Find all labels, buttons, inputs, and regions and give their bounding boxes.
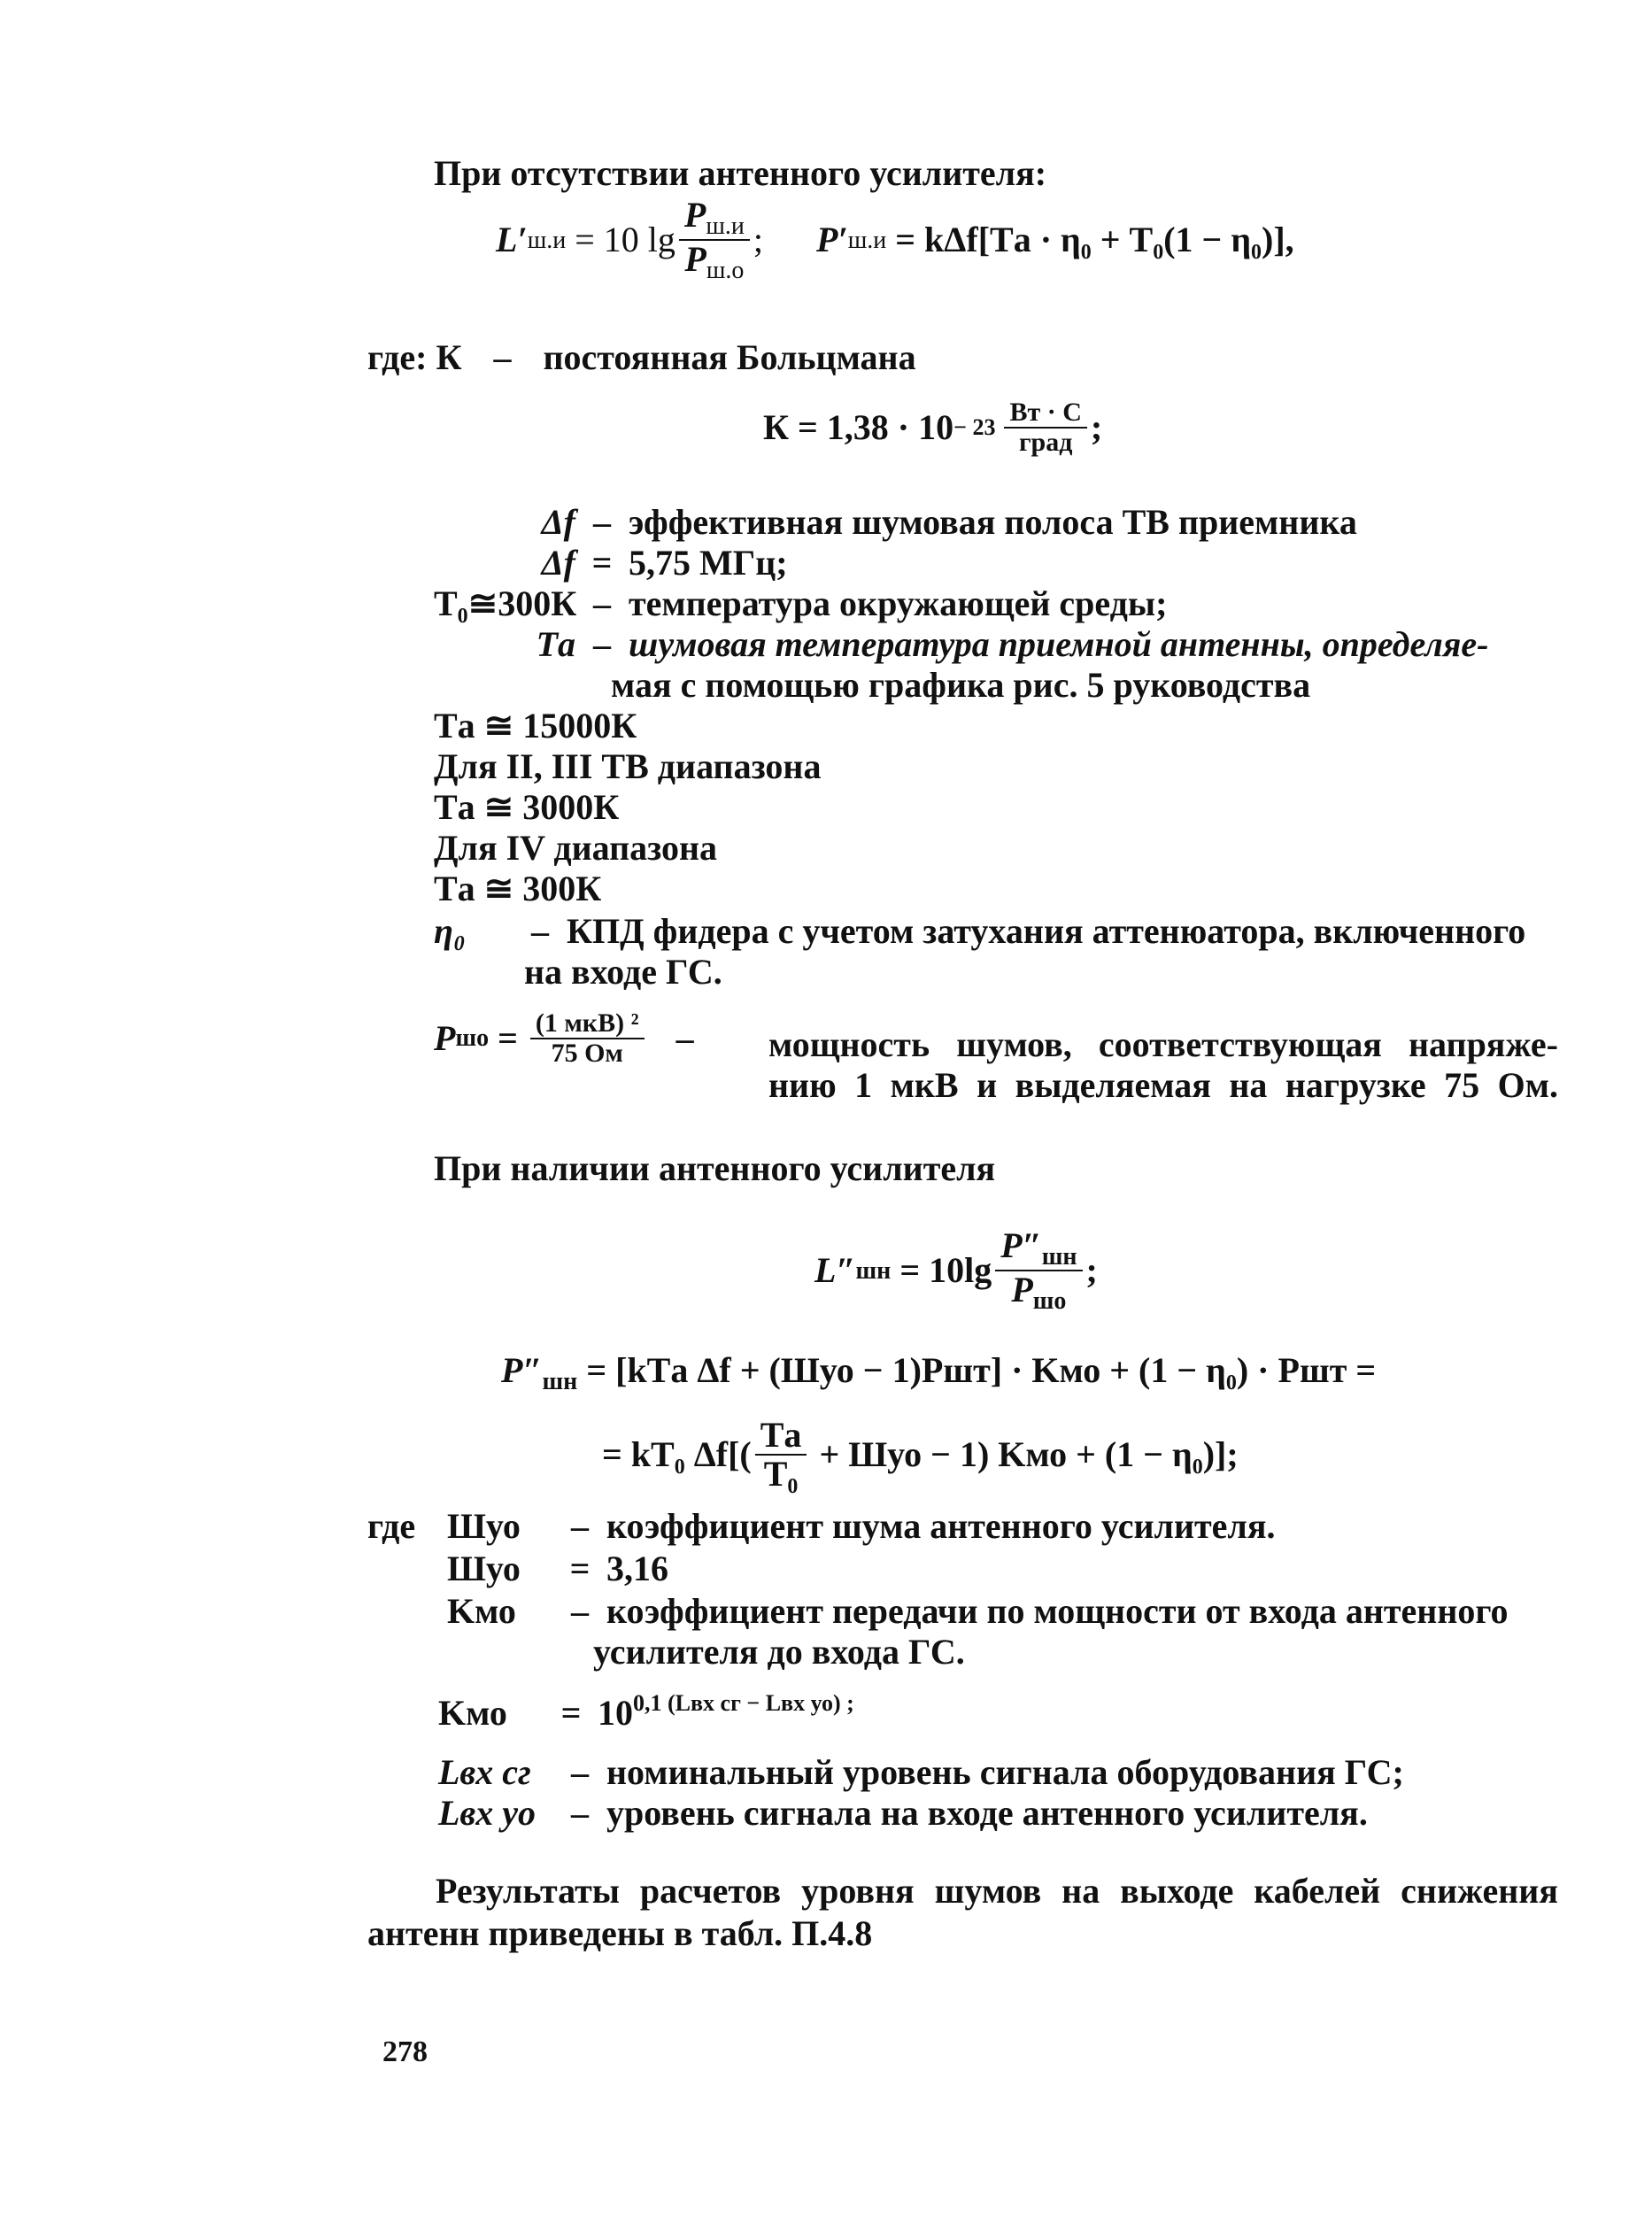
definition-text: шумовая температура приемной антенны, определяе- — [629, 624, 1489, 664]
definition-symbol: Kмо — [447, 1591, 516, 1631]
definition-symbol: Δf — [541, 502, 575, 542]
k-value-semicolon: ; — [1090, 406, 1103, 447]
definition-text: уровень сигнала на входе антенного усилителя. — [606, 1793, 1368, 1833]
fraction-numerator: P — [683, 195, 706, 235]
definition-text: эффективная шумовая полоса ТВ приемника — [629, 502, 1357, 542]
definition-row — [438, 1751, 1404, 1794]
kmo-exponent: 0,1 (Lвх сг − Lвх уо) ; — [633, 1690, 854, 1716]
definition-symbol: Tа — [536, 624, 575, 664]
psho-den: 75 Ом — [551, 1038, 623, 1068]
range-heading: Для IV диапазона — [434, 828, 718, 868]
formula-noise-power-with-amplifier — [501, 1349, 1376, 1397]
f2-num: P″ — [1000, 1225, 1042, 1265]
definition-sep: – — [571, 1793, 589, 1833]
f2-fraction — [995, 1227, 1082, 1315]
definition-symbol: η₀ — [434, 911, 466, 951]
definition-symbol: Δf — [541, 543, 575, 583]
formula-noise-power-ref — [434, 1009, 703, 1067]
k-value-exponent: − 23 — [953, 413, 996, 440]
f2-lhs: L″ — [814, 1250, 856, 1291]
f4-den: T₀ — [763, 1454, 799, 1494]
definition-text: номинальный уровень сигнала оборудования ГС; — [606, 1752, 1404, 1792]
definition-row — [434, 501, 1558, 544]
psho-dash: – — [675, 1017, 694, 1058]
f2-den: P — [1011, 1270, 1033, 1310]
f4-post: + Шуо − 1) Kмо + (1 − η₀)]; — [810, 1434, 1239, 1474]
section-heading-with-amplifier: При наличии антенного усилителя — [434, 1148, 996, 1188]
psho-lhs-sub: шо — [455, 1024, 490, 1052]
formula-lhs: L′ — [496, 220, 528, 260]
f3-lhs-sub: шн — [542, 1368, 578, 1395]
fraction-denominator-sub: ш.о — [706, 257, 745, 285]
definition-symbol: Lвх сг — [438, 1752, 531, 1792]
definition-text: коэффициент шума антенного усилителя. — [606, 1506, 1276, 1546]
formula-kmo — [438, 1689, 854, 1734]
definition-row — [438, 1792, 1368, 1835]
definition-label: где: К — [367, 337, 462, 377]
psho-num: (1 мкВ) ² — [530, 1009, 645, 1039]
definition-sep: – — [571, 1506, 589, 1546]
definition-sep: – — [593, 583, 611, 623]
psho-eq: = — [489, 1017, 527, 1058]
definition-sep: – — [571, 1752, 589, 1792]
definition-dash: – — [493, 337, 512, 377]
fraction-denominator: P — [684, 239, 706, 280]
definition-row — [434, 583, 1558, 625]
definition-symbol: Шуо — [447, 1506, 521, 1546]
results-paragraph-line2: антенн приведены в табл. П.4.8 — [367, 1913, 873, 1953]
section-heading-no-amplifier: При отсутствии антенного усилителя: — [434, 153, 1047, 193]
psho-fraction — [530, 1009, 645, 1067]
k-value-lhs: К = 1,38 · 10 — [763, 406, 954, 447]
range-value: Tа ≅ 15000К — [434, 706, 637, 745]
formula-power-expr: = kΔf[Tа · η₀ + T₀(1 − η₀)], — [886, 220, 1294, 260]
formula-noise-level-no-amplifier — [496, 197, 1294, 284]
definition-text: постоянная Больцмана — [543, 337, 916, 377]
f2-eq: = 10lg — [891, 1250, 992, 1291]
definition-text-emphasis: затухания аттенюатора, включенного — [922, 911, 1526, 951]
definition-text: 3,16 — [606, 1549, 668, 1588]
definition-continuation: усилителя до входа ГС. — [593, 1632, 965, 1672]
f4-pre: = kT₀ Δf[( — [602, 1434, 752, 1474]
kmo-symbol: Kмо — [438, 1693, 507, 1733]
formula-lhs-sub: ш.и — [527, 226, 567, 254]
definition-symbol: Lвх уо — [438, 1793, 537, 1833]
range-heading: Для II, III ТВ диапазона — [434, 746, 822, 786]
f4-fraction — [755, 1417, 807, 1493]
formula-separator: ; — [753, 220, 764, 260]
range-value: Tа ≅ 3000К — [434, 787, 620, 827]
definition-feeder-efficiency — [434, 910, 1558, 953]
f3-expr: = [kTа Δf + (Шуо − 1)Pшт] · Kмо + (1 − η₀) · Pшт = — [577, 1350, 1377, 1390]
definition-text: 5,75 МГц; — [629, 543, 788, 583]
formula-power-lhs-sub: ш.и — [847, 226, 887, 254]
formula-eq: = 10 lg — [566, 220, 675, 260]
formula-noise-power-expanded — [602, 1417, 1239, 1493]
page-number: 278 — [382, 2035, 428, 2068]
definition-symbol: T₀≅300К — [434, 583, 577, 623]
definition-text: температура окружающей среды; — [629, 583, 1168, 623]
f2-den-sub: шо — [1032, 1287, 1067, 1316]
k-value-unit-num: Вт · С — [1004, 398, 1086, 429]
definition-sep: = — [591, 543, 613, 583]
formula-power-lhs: P′ — [816, 220, 848, 260]
definition-sep: – — [593, 624, 611, 664]
definition-sep: – — [593, 502, 611, 542]
range-value: Tа ≅ 300К — [434, 869, 602, 908]
definition-row — [367, 1505, 1275, 1548]
definition-symbol: Шуо — [447, 1549, 521, 1588]
definition-row — [434, 623, 1558, 666]
psho-lhs: P — [434, 1017, 456, 1058]
formula-boltzmann-value — [763, 398, 1102, 456]
f3-lhs: P″ — [501, 1350, 543, 1390]
definition-sep: – — [571, 1591, 589, 1631]
formula-fraction — [679, 197, 750, 284]
definition-row — [367, 1548, 668, 1590]
kmo-sep: = — [560, 1693, 582, 1733]
results-paragraph-line1: Результаты расчетов уровня шумов на выходе кабелей снижения — [436, 1871, 1558, 1911]
definition-boltzmann — [367, 336, 916, 379]
psho-description-line1: мощность шумов, соответствующая напряже- — [768, 1024, 1558, 1064]
k-value-unit-den: град — [1018, 427, 1073, 457]
definition-row — [434, 542, 1558, 584]
definition-lead: где — [367, 1506, 416, 1546]
definition-sep: – — [531, 911, 549, 951]
definition-text: КПД фидера с учетом — [567, 911, 923, 951]
definition-text: коэффициент передачи по мощности от входа антенного — [606, 1591, 1509, 1631]
definition-row — [367, 1590, 1558, 1633]
k-value-unit-fraction — [1004, 398, 1086, 456]
kmo-base: 10 — [598, 1693, 633, 1733]
f4-num: Tа — [755, 1417, 807, 1456]
definition-continuation: мая с помощью графика рис. 5 руководства — [611, 665, 1311, 705]
f2-semicolon: ; — [1085, 1250, 1098, 1291]
psho-description-line2: нию 1 мкВ и выделяемая на нагрузке 75 Ом. — [768, 1065, 1558, 1105]
f2-num-sub: шн — [1041, 1243, 1077, 1271]
f2-lhs-sub: шн — [855, 1256, 892, 1285]
formula-noise-level-with-amplifier — [814, 1227, 1098, 1315]
fraction-numerator-sub: ш.и — [706, 212, 745, 240]
definition-sep: = — [569, 1549, 591, 1588]
definition-continuation: на входе ГС. — [524, 952, 722, 992]
